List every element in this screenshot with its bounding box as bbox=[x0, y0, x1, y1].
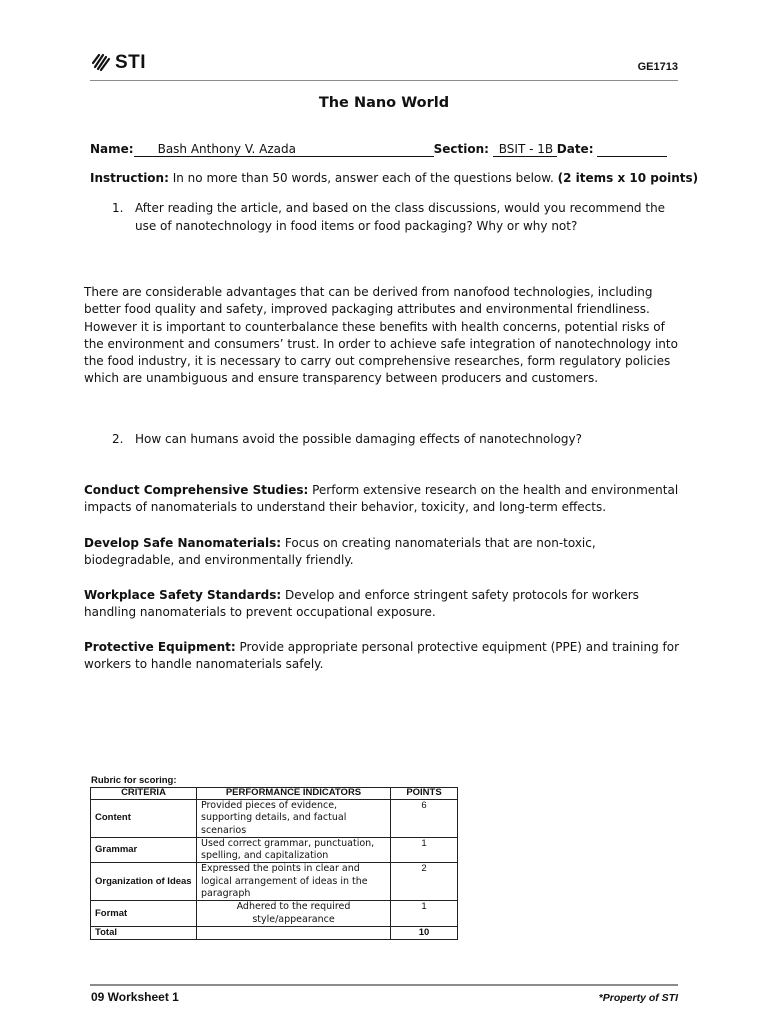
question-text: How can humans avoid the possible damaging effects of nanotechnology? bbox=[135, 432, 582, 446]
question-1 bbox=[112, 199, 682, 235]
sti-logo bbox=[92, 52, 146, 72]
answer-2-item bbox=[84, 535, 682, 570]
header-divider bbox=[90, 80, 678, 81]
rubric-indicator: Used correct grammar, punctuation, spelling, and capitalization bbox=[197, 837, 391, 863]
question-number: 2. bbox=[112, 432, 124, 446]
name-label: Name: bbox=[90, 142, 134, 156]
answer-2-item bbox=[84, 587, 682, 622]
answer-2-item bbox=[84, 639, 682, 674]
rubric-points: 1 bbox=[391, 837, 458, 863]
date-field[interactable] bbox=[597, 144, 667, 157]
answer-text: Develop and enforce stringent safety protocols for workers handling nanomaterials to prevent occupational exposure. bbox=[84, 588, 639, 620]
instruction-points: (2 items x 10 points) bbox=[557, 171, 699, 185]
table-row bbox=[91, 901, 458, 927]
answer-text: Provide appropriate personal protective equipment (PPE) and training for workers to handle nanomaterials safely. bbox=[84, 640, 679, 672]
sti-logo-icon bbox=[92, 52, 112, 72]
answer-text: Perform extensive research on the health and environmental impacts of nanomaterials to understand their behavior, toxicity, and long-term effects. bbox=[84, 483, 679, 515]
rubric-total-empty bbox=[197, 926, 391, 939]
logo-text: STI bbox=[115, 51, 147, 73]
answer-1: There are considerable advantages that can be derived from nanofood technologies, including better food quality and safety, improved packaging attributes and environmental friendliness. However it is important to counterbalance these benefits with health concerns, potential risks of the environment and consumers’ trust. In order to achieve safe integration of nanotechnology into the food industry, it is necessary to carry out comprehensive researches, form regulatory policies which are unambiguous and ensure transparency between producers and customers. bbox=[84, 285, 678, 386]
section-label: Section: bbox=[433, 142, 489, 156]
rubric-title: Rubric for scoring: bbox=[91, 775, 177, 786]
rubric-criteria: Content bbox=[91, 800, 197, 838]
question-text: After reading the article, and based on the class discussions, would you recommend the use of nanotechnology in food items or food packaging? Why or why not? bbox=[135, 201, 666, 233]
rubric-header-points: POINTS bbox=[391, 788, 458, 800]
footer-worksheet-label: 09 Worksheet 1 bbox=[91, 990, 179, 1004]
student-info-row bbox=[90, 142, 680, 157]
rubric-points: 1 bbox=[391, 901, 458, 927]
answer-heading: Workplace Safety Standards: bbox=[84, 588, 282, 602]
section-field[interactable]: BSIT - 1B bbox=[493, 142, 557, 157]
rubric-table bbox=[90, 787, 458, 940]
instruction bbox=[90, 171, 698, 185]
rubric-criteria: Format bbox=[91, 901, 197, 927]
footer-property-label: *Property of STI bbox=[598, 992, 678, 1004]
rubric-points: 2 bbox=[391, 863, 458, 901]
rubric-indicator: Adhered to the required style/appearance bbox=[197, 901, 391, 927]
date-label: Date: bbox=[556, 142, 594, 156]
answer-heading: Develop Safe Nanomaterials: bbox=[84, 536, 282, 550]
rubric-criteria: Grammar bbox=[91, 837, 197, 863]
question-2 bbox=[112, 430, 682, 448]
rubric-header-indicators: PERFORMANCE INDICATORS bbox=[197, 788, 391, 800]
table-row bbox=[91, 800, 458, 838]
footer-divider bbox=[90, 984, 678, 986]
answer-2-item bbox=[84, 482, 682, 517]
rubric-total-row bbox=[91, 926, 458, 939]
table-row bbox=[91, 863, 458, 901]
rubric-criteria: Organization of Ideas bbox=[91, 863, 197, 901]
answer-heading: Conduct Comprehensive Studies: bbox=[84, 483, 309, 497]
rubric-total-label: Total bbox=[91, 926, 197, 939]
answer-heading: Protective Equipment: bbox=[84, 640, 236, 654]
instruction-text: In no more than 50 words, answer each of the questions below. bbox=[168, 171, 558, 185]
rubric-total-points: 10 bbox=[391, 926, 458, 939]
rubric-header-criteria: CRITERIA bbox=[91, 788, 197, 800]
rubric-points: 6 bbox=[391, 800, 458, 838]
rubric-indicator: Provided pieces of evidence, supporting details, and factual scenarios bbox=[197, 800, 391, 838]
name-field[interactable]: Bash Anthony V. Azada bbox=[134, 142, 434, 157]
rubric-indicator: Expressed the points in clear and logical arrangement of ideas in the paragraph bbox=[197, 863, 391, 901]
table-row bbox=[91, 837, 458, 863]
answer-text: Focus on creating nanomaterials that are non-toxic, biodegradable, and environmentally friendly. bbox=[84, 536, 596, 568]
instruction-label: Instruction: bbox=[90, 171, 169, 185]
page-title: The Nano World bbox=[318, 95, 450, 111]
document-code: GE1713 bbox=[637, 61, 678, 73]
rubric-header-row bbox=[91, 788, 458, 800]
question-number: 1. bbox=[112, 201, 124, 215]
